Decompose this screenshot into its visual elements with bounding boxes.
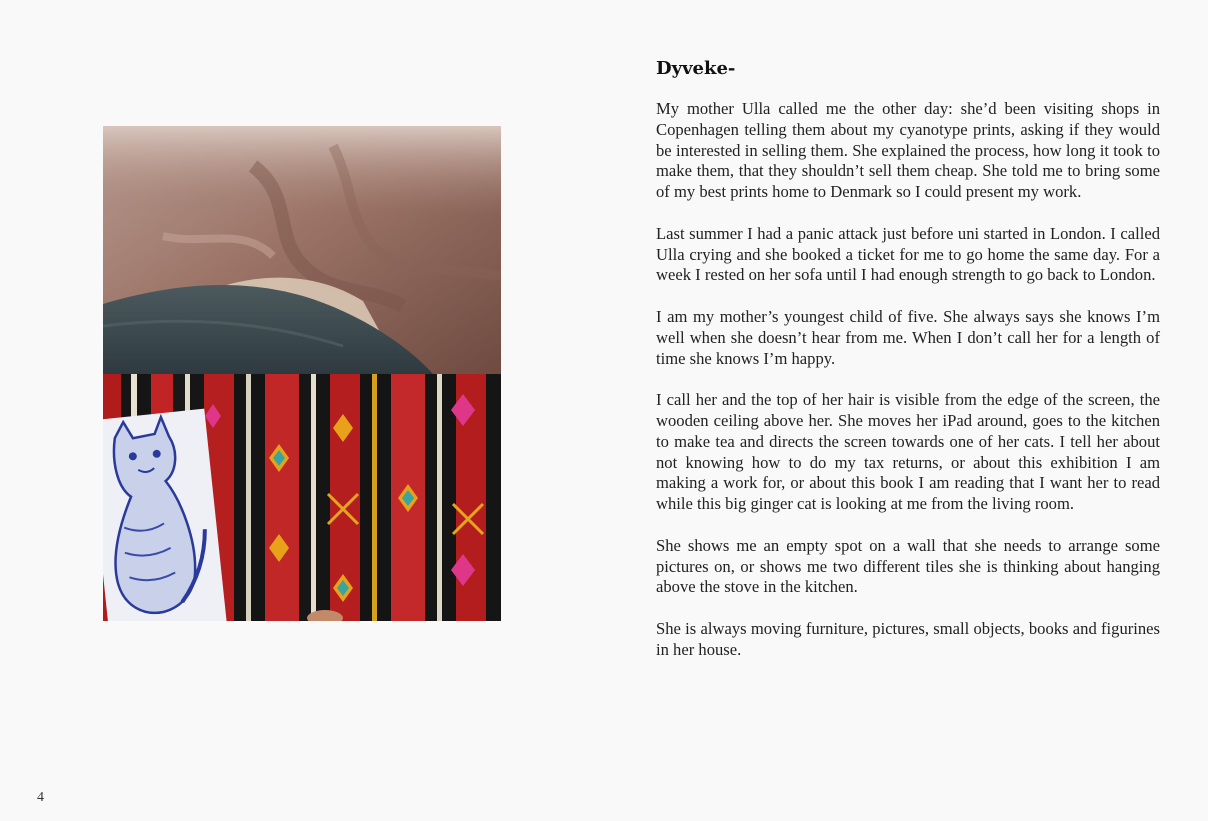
page-number: 4	[37, 790, 44, 805]
photo-collage	[103, 126, 501, 621]
paragraph: I call her and the top of her hair is visible from the edge of the screen, the wooden ceiling above her. She moves her iPad around, goes to the kitchen to make tea and directs the screen towards one of her cats. I tell her about not knowing how to do my tax returns, or about this exhibition I am making a work for, or about this book I am reading that I want her to read while this big ginger cat is looking at me from the living room.	[656, 390, 1160, 514]
paragraph: My mother Ulla called me the other day: she’d been visiting shops in Copenhagen telling them about my cyanotype prints, asking if they would be interested in selling them. She explained the process, how long it took to make them, that they shouldn’t sell them cheap. She told me to bring some of my best prints home to Denmark so I could present my work.	[656, 99, 1160, 202]
rug-and-tile-photo	[103, 374, 501, 621]
paragraph: Last summer I had a panic attack just before uni started in London. I called Ulla crying and she booked a ticket for me to go home the same day. For a week I rested on her sofa until I had enough strength to go back to London.	[656, 223, 1160, 285]
video-call-photo	[103, 126, 501, 374]
paragraph: She shows me an empty spot on a wall that she needs to arrange some pictures on, or shows me two different tiles she is thinking about hanging above the stove in the kitchen.	[656, 535, 1160, 597]
paragraph: I am my mother’s youngest child of five. She always says she knows I’m well when she doesn’t hear from me. When I don’t call her for a length of time she knows I’m happy.	[656, 306, 1160, 368]
paragraph: She is always moving furniture, pictures, small objects, books and figurines in her house.	[656, 618, 1160, 659]
page-title: Dyveke-	[656, 58, 736, 79]
text-column	[656, 58, 1160, 681]
